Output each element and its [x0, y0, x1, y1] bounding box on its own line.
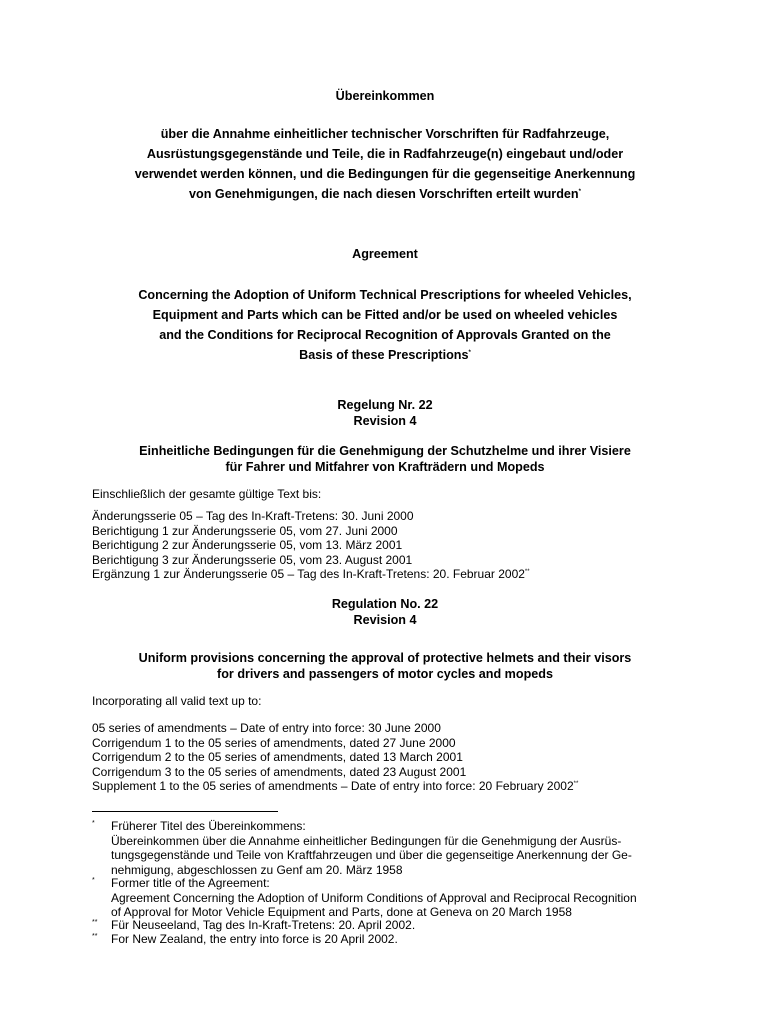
- de-regulation-number: Regelung Nr. 22: [337, 398, 433, 412]
- footnote-line: of Approval for Motor Vehicle Equipment and Parts, done at Geneva on 20 March 1958: [111, 905, 572, 919]
- de-agreement-line: verwendet werden können, und die Bedingungen für die gegenseitige Anerkennung: [134, 167, 636, 181]
- list-item: Änderungsserie 05 – Tag des In-Kraft-Tretens: 30. Juni 2000: [92, 509, 414, 523]
- footnote-mark: **: [92, 933, 98, 940]
- footnote-line: Former title of the Agreement:: [111, 876, 270, 890]
- en-agreement-line: Basis of these Prescriptions*: [299, 348, 471, 362]
- footnote-line: Für Neuseeland, Tag des In-Kraft-Tretens: 20. April 2002.: [111, 918, 416, 932]
- en-amendments-list: [92, 721, 578, 794]
- en-regulation-number: Regulation No. 22: [331, 597, 439, 611]
- de-agreement-line: Ausrüstungsgegenstände und Teile, die in Radfahrzeuge(n) eingebaut und/oder: [146, 147, 624, 161]
- list-item: 05 series of amendments – Date of entry into force: 30 June 2000: [92, 721, 441, 735]
- footnote-en-former-title: [92, 876, 692, 920]
- footnote-mark: **: [573, 781, 579, 787]
- footnote-en-new-zealand: [92, 932, 692, 947]
- de-agreement-line: über die Annahme einheitlicher technischer Vorschriften für Radfahrzeuge,: [160, 127, 610, 141]
- list-item: Corrigendum 2 to the 05 series of amendments, dated 13 March 2001: [92, 750, 463, 764]
- footnote-mark: **: [92, 919, 98, 926]
- list-item: Supplement 1 to the 05 series of amendments – Date of entry into force: 20 February 2002**: [92, 779, 579, 793]
- en-agreement-line: and the Conditions for Reciprocal Recognition of Approvals Granted on the: [159, 328, 611, 342]
- en-regulation-subject: [0, 650, 770, 682]
- de-regulation-intro: Einschließlich der gesamte gültige Text bis:: [92, 487, 322, 501]
- en-agreement-line: Equipment and Parts which can be Fitted and/or be used on wheeled vehicles: [152, 308, 618, 322]
- list-item: Corrigendum 3 to the 05 series of amendments, dated 23 August 2001: [92, 764, 467, 779]
- de-amendments-list: [92, 509, 530, 582]
- footnote-line: nehmigung, abgeschlossen zu Genf am 20. März 1958: [111, 862, 403, 877]
- de-subject-line: für Fahrer und Mitfahrer von Krafträdern und Mopeds: [225, 460, 545, 474]
- en-subject-line: Uniform provisions concerning the approval of protective helmets and their visors: [138, 651, 632, 665]
- footnote-mark: *: [468, 350, 471, 356]
- en-regulation-heading: [0, 596, 770, 628]
- list-item: Corrigendum 1 to the 05 series of amendments, dated 27 June 2000: [92, 735, 456, 750]
- en-subject-line: for drivers and passengers of motor cycles and mopeds: [217, 667, 553, 681]
- footnote-line: Früherer Titel des Übereinkommens:: [111, 819, 306, 833]
- footnote-separator: [92, 811, 278, 812]
- de-regulation-revision: Revision 4: [353, 414, 417, 428]
- footnote-line: tungsgegenstände und Teile von Kraftfahrzeugen und über die gegenseitige Anerkennung der Ge-: [111, 848, 632, 862]
- de-regulation-subject: [0, 443, 770, 475]
- footnote-line: For New Zealand, the entry into force is 20 April 2002.: [111, 932, 398, 946]
- footnote-mark: *: [92, 877, 95, 884]
- de-agreement-subtitle: [0, 124, 770, 204]
- footnote-mark: *: [92, 820, 95, 827]
- en-regulation-intro: Incorporating all valid text up to:: [92, 694, 262, 708]
- en-agreement-line: Concerning the Adoption of Uniform Technical Prescriptions for wheeled Vehicles,: [138, 288, 632, 302]
- list-item: Berichtigung 1 zur Änderungsserie 05, vom 27. Juni 2000: [92, 523, 398, 538]
- footnote-mark: **: [524, 569, 530, 575]
- de-regulation-heading: [0, 397, 770, 429]
- en-regulation-revision: Revision 4: [353, 613, 417, 627]
- de-subject-line: Einheitliche Bedingungen für die Genehmigung der Schutzhelme und ihrer Visiere: [139, 444, 631, 458]
- list-item: Ergänzung 1 zur Änderungsserie 05 – Tag des In-Kraft-Tretens: 20. Februar 2002**: [92, 567, 530, 581]
- de-agreement-line: von Genehmigungen, die nach diesen Vorschriften erteilt wurden*: [189, 187, 581, 201]
- en-agreement-subtitle: [0, 285, 770, 365]
- footnote-line: Übereinkommen über die Annahme einheitlicher Bedingungen für die Genehmigung der Ausrüs-: [111, 833, 622, 848]
- footnote-mark: *: [578, 189, 581, 195]
- en-agreement-title: Agreement: [352, 247, 418, 261]
- list-item: Berichtigung 3 zur Änderungsserie 05, vom 23. August 2001: [92, 552, 413, 567]
- footnote-de-former-title: [92, 819, 692, 877]
- de-agreement-title: Übereinkommen: [335, 89, 435, 103]
- list-item: Berichtigung 2 zur Änderungsserie 05, vom 13. März 2001: [92, 538, 403, 552]
- footnote-line: Agreement Concerning the Adoption of Uniform Conditions of Approval and Reciprocal Recognition: [111, 890, 637, 905]
- footnote-de-new-zealand: [92, 918, 692, 933]
